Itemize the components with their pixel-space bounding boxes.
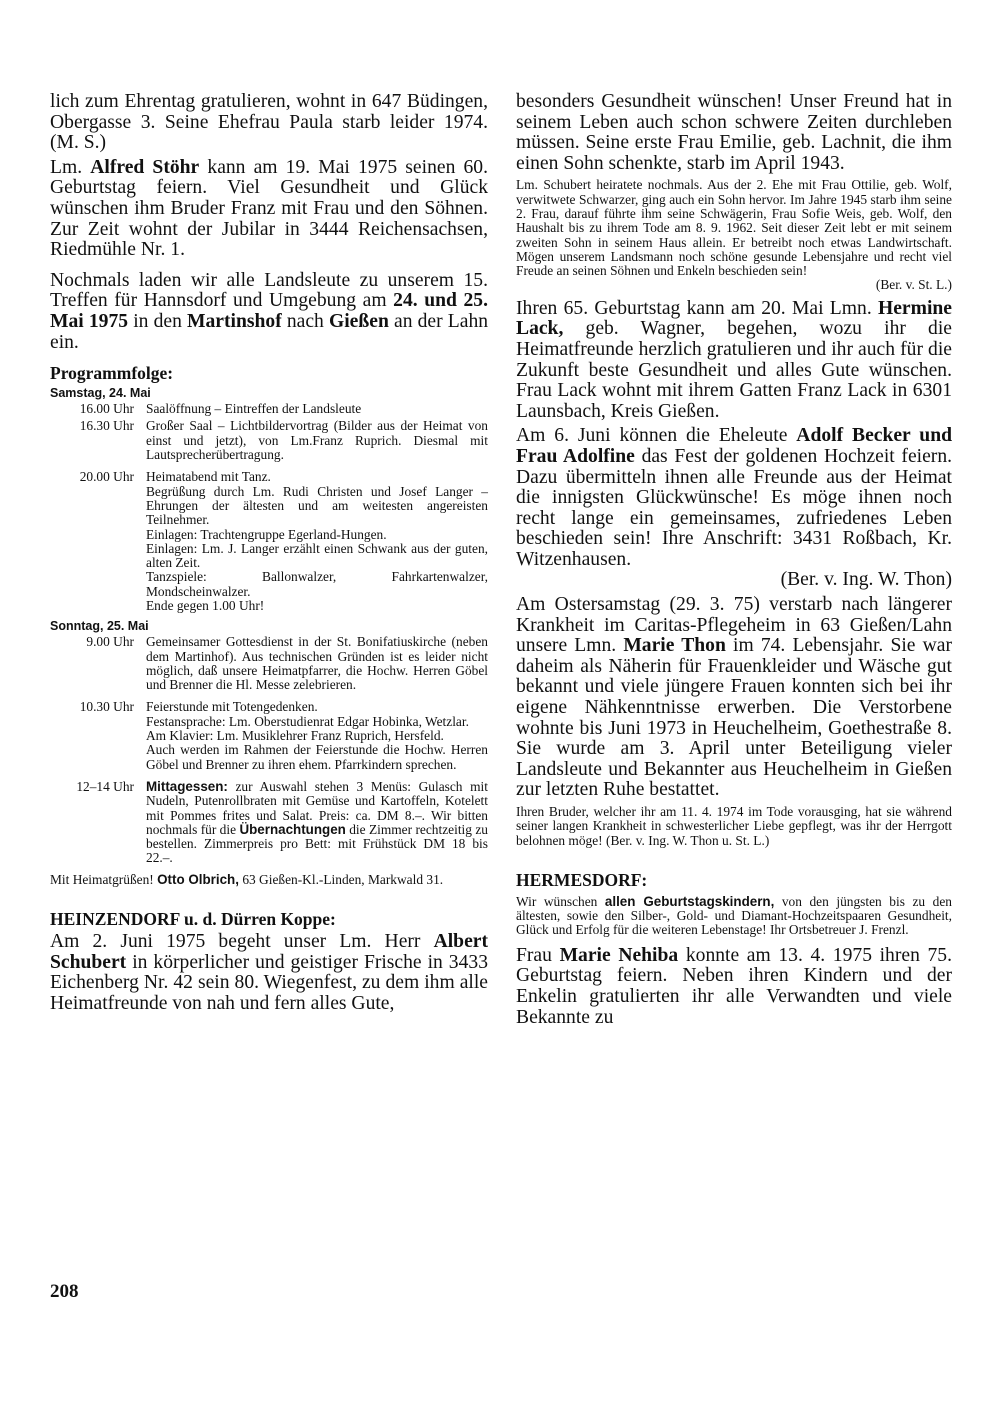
text: in den	[133, 310, 182, 332]
schedule-row	[50, 419, 488, 462]
label: Übernachtungen	[239, 821, 346, 837]
text: die Zimmer rechtzeitig zu bestellen. Zimmerpreis pro Bett: mit Frühstück DM 18 bis 22.–.	[146, 821, 488, 866]
schedule-text: Gemeinsamer Gottesdienst in der St. Bonifatiuskirche (neben dem Martinhof). Aus technischen Gründen ist es leider nicht möglich, daß unsere Heimatpfarrer, die Hochw. Herren Göbel und Brenner die Hl. Messe zelebrieren.	[146, 634, 488, 693]
schedule-time: 16.00 Uhr	[79, 401, 134, 417]
paragraph-becker	[516, 426, 952, 570]
text: Nochmals laden wir alle Landsleute zu unserem 15. Treffen für Hannsdorf und Umgebung am	[50, 269, 488, 312]
report-signature: (Ber. v. Ing. W. Thon)	[780, 569, 952, 591]
schedule-time: 10.30 Uhr	[79, 699, 134, 715]
text: Einlagen: Lm. J. Langer erzählt einen Schwank aus der guten, alten Zeit.	[146, 540, 488, 571]
samstag-schedule	[50, 402, 488, 613]
text: Auch werden im Rahmen der Feierstunde die Hochw. Herren Göbel und Brenner zu ihren ehem. Pfarrkindern sprechen.	[146, 742, 488, 772]
schedule-text	[146, 700, 488, 771]
meeting-city: Gießen	[329, 310, 389, 332]
text: konnte am 13. 4. 1975 ihren 75. Geburtstag feiern. Neben ihren Kindern und der Enkelin gratulierten ihr alle Verwandten und viele Bekannte zu	[516, 944, 952, 1028]
text: Tanzspiele: Ballonwalzer, Fahrkartenwalzer, Mondscheinwalzer.	[146, 569, 488, 599]
programm-heading: Programmfolge:	[50, 363, 174, 384]
page-number: 208	[50, 1281, 79, 1302]
left-column	[50, 92, 488, 1018]
text: Wir wünschen	[516, 893, 598, 909]
meeting-place: Martinshof	[187, 310, 282, 332]
text: Einlagen: Trachtengruppe Egerland-Hungen.	[146, 526, 387, 542]
sonntag-schedule	[50, 635, 488, 865]
meeting-date: 24. und 25. Mai 1975	[50, 290, 488, 332]
person-name: Hermine Lack,	[516, 297, 952, 340]
schubert-details	[516, 178, 952, 292]
person-name: Alfred Stöhr	[90, 156, 200, 178]
schedule-time: 12–14 Uhr	[76, 778, 134, 794]
text: Am Klavier: Lm. Musiklehrer Franz Ruprich, Hersfeld.	[146, 728, 444, 744]
schedule-row	[50, 635, 488, 692]
paragraph-marie-nehiba	[516, 946, 952, 1028]
text: Mit Heimatgrüßen!	[50, 871, 154, 887]
label: Mittagessen:	[146, 778, 228, 794]
person-name: Marie Thon	[623, 635, 726, 657]
label: allen Geburtstagskindern,	[604, 893, 775, 909]
hermesdorf-heading: HERMESDORF:	[516, 869, 648, 890]
paragraph-stoehr-intro: lich zum Ehrentag gratulieren, wohnt in 647 Büdingen, Obergasse 3. Seine Ehefrau Paula starb leider 1974. (M. S.)	[50, 91, 488, 154]
paragraph-albert-schubert	[50, 932, 488, 1014]
heinzendorf-heading: HEINZENDORF u. d. Dürren Koppe:	[50, 909, 336, 930]
text: an der Lahn ein.	[50, 310, 489, 353]
person-name: Marie Nehiba	[559, 944, 679, 966]
text: Heimatabend mit Tanz.	[146, 469, 271, 485]
text: in körperlicher und geistiger Frische in 3433 Eichenberg Nr. 42 sein 80. Wiegenfest, zu dem ihm alle Heimatfreunde von nah und fern alles Gute,	[50, 951, 488, 1014]
text: 63 Gießen-Kl.-Linden, Markwald 31.	[242, 871, 444, 887]
right-column	[516, 92, 952, 1032]
text: Frau	[516, 944, 552, 966]
report-signature: (Ber. v. St. L.)	[875, 277, 952, 293]
schedule-time: 9.00 Uhr	[86, 634, 134, 650]
text: Ende gegen 1.00 Uhr!	[146, 597, 265, 613]
text: nach	[286, 310, 324, 332]
person-name: Albert Schubert	[50, 931, 488, 973]
paragraph-hermine-lack	[516, 299, 952, 423]
text: Ihren 65. Geburtstag kann am 20. Mai Lmn.	[516, 297, 872, 319]
text: Begrüßung durch Lm. Rudi Christen und Josef Langer – Ehrungen der ältesten und am weitesten angereisten Teilnehmer.	[146, 483, 488, 528]
paragraph-invitation	[50, 271, 488, 353]
schedule-time: 20.00 Uhr	[79, 469, 134, 485]
schedule-text: Großer Saal – Lichtbildervortrag (Bilder aus der Heimat von einst und jetzt), von Lm.Franz Ruprich. Diesmal mit Lautsprecherübertragung.	[146, 418, 488, 463]
text: kann am 19. Mai 1975 seinen 60. Geburtstag feiern. Viel Gesundheit und Glück wünschen ihm Bruder Franz mit Frau und den Söhnen. Zur Zeit wohnt der Jubilar in 3444 Reichensachsen, Riedmühle Nr. 1.	[50, 156, 488, 261]
schedule-time: 16.30 Uhr	[79, 418, 134, 434]
person-name: Adolf Becker und Frau Adolfine	[516, 425, 952, 467]
schedule-text	[146, 470, 488, 613]
schedule-row	[50, 780, 488, 866]
greeting-signature	[50, 873, 488, 887]
paragraph-thon-brother: Ihren Bruder, welcher ihr am 11. 4. 1974 im Tode vorausging, hat sie während seiner langen Krankheit in schwesterlicher Liebe gepflegt, was ihr der Herrgott belohnen möge! (Ber. v. Ing. W. Thon u. St. L.)	[516, 804, 952, 848]
text: von den jüngsten bis zu den ältesten, sowie den Silber-, Gold- und Diamant-Hochzeitspaaren Gesundheit, Glück und Erfolg für die weiteren Lebenstage! Ihr Ortsbetreuer J. Frenzl.	[516, 893, 952, 938]
text: zur Auswahl stehen 3 Menüs: Gulasch mit Nudeln, Putenrollbraten mit Gemüse und Kartoffeln, Kotelett mit Pommes frites und Salat. Preis: ca. DM 8.–. Wir bitten nochmals für die	[146, 778, 488, 837]
text: geb. Wagner, begehen, wozu ihr die Heimatfreunde herzlich gratulieren und ihr auch für die Zukunft beste Gesundheit und alles Gute wünschen. Frau Lack wohnt mit ihrem Gatten Franz Lack in 6301 Launsbach, Kreis Gießen.	[516, 318, 952, 422]
schedule-row	[50, 470, 488, 613]
paragraph-hermesdorf-wishes	[516, 895, 952, 938]
sonntag-heading: Sonntag, 25. Mai	[50, 619, 149, 634]
text: Am 2. Juni 1975 begeht unser Lm. Herr	[50, 931, 421, 953]
text: Am 6. Juni können die Eheleute	[516, 425, 788, 447]
text: Am Ostersamstag (29. 3. 75) verstarb nach längerer Krankheit im Caritas-Pflegeheim in 63 Gießen/Lahn unsere Lmn.	[516, 594, 952, 657]
paragraph-alfred-stoehr	[50, 158, 488, 261]
text: Feierstunde mit Totengedenken.	[146, 699, 318, 715]
schedule-text: Saalöffnung – Eintreffen der Landsleute	[146, 401, 362, 417]
text: Festansprache: Lm. Oberstudienrat Edgar Hobinka, Wetzlar.	[146, 713, 469, 729]
schedule-row	[50, 402, 488, 416]
schedule-text	[146, 780, 488, 866]
samstag-heading: Samstag, 24. Mai	[50, 386, 151, 401]
paragraph-schubert-cont: besonders Gesundheit wünschen! Unser Freund hat in seinem Leben auch schon schwere Zeiten durchleben müssen. Seine erste Frau Emilie, geb. Lachnit, die ihm einen Sohn schenkte, starb im April 1943.	[516, 91, 952, 174]
text: Lm.	[50, 156, 83, 178]
text: das Fest der goldenen Hochzeit feiern. Dazu übermitteln ihnen alle Freunde aus der Heimat die innigsten Glückwünsche! Es möge ihnen noch recht lange ein gemeinsames, zufriedenes Leben beschieden sein! Ihre Anschrift: 3431 Roßbach, Kr. Witzenhausen.	[516, 445, 953, 570]
text: im 74. Lebensjahr. Sie war daheim als Näherin für Frauenkleider und Wäsche gut bekannt und viele jüngere Frauen konnten sich bei ihr eigene Nähkenntnisse erwerben. Die Verstorbene wohnte bis Juni 1973 in Heuchelheim, Goethestraße 8. Sie wurde am 3. April unter Beteiligung vieler Landsleute und Bekannter aus Heuchelheim in Gießen zur letzten Ruhe bestattet.	[516, 635, 952, 801]
paragraph-marie-thon	[516, 595, 952, 801]
schedule-row	[50, 700, 488, 771]
paragraph-schubert-family: Lm. Schubert heiratete nochmals. Aus der 2. Ehe mit Frau Ottilie, geb. Wolf, verwitwete Schwarzer, ging auch ein Sohn hervor. Im Jahre 1945 starb ihm seine 2. Frau, darauf führte ihm seine Schwägerin, Frau Sofie Weis, geb. Wolf, den Haushalt bis zu ihrem Tode am 8. 9. 1962. Seit dieser Zeit lebt er mit seinem zweiten Sohn in seinem Haus allein. Er betreibt noch etwas Landwirtschaft. Mögen unserem Landsmann noch schöne gesunde Lebensjahre und recht viel Freude an seinen Söhnen und Enkeln beschieden sein!	[516, 177, 952, 279]
signer-name: Otto Olbrich,	[157, 871, 239, 887]
